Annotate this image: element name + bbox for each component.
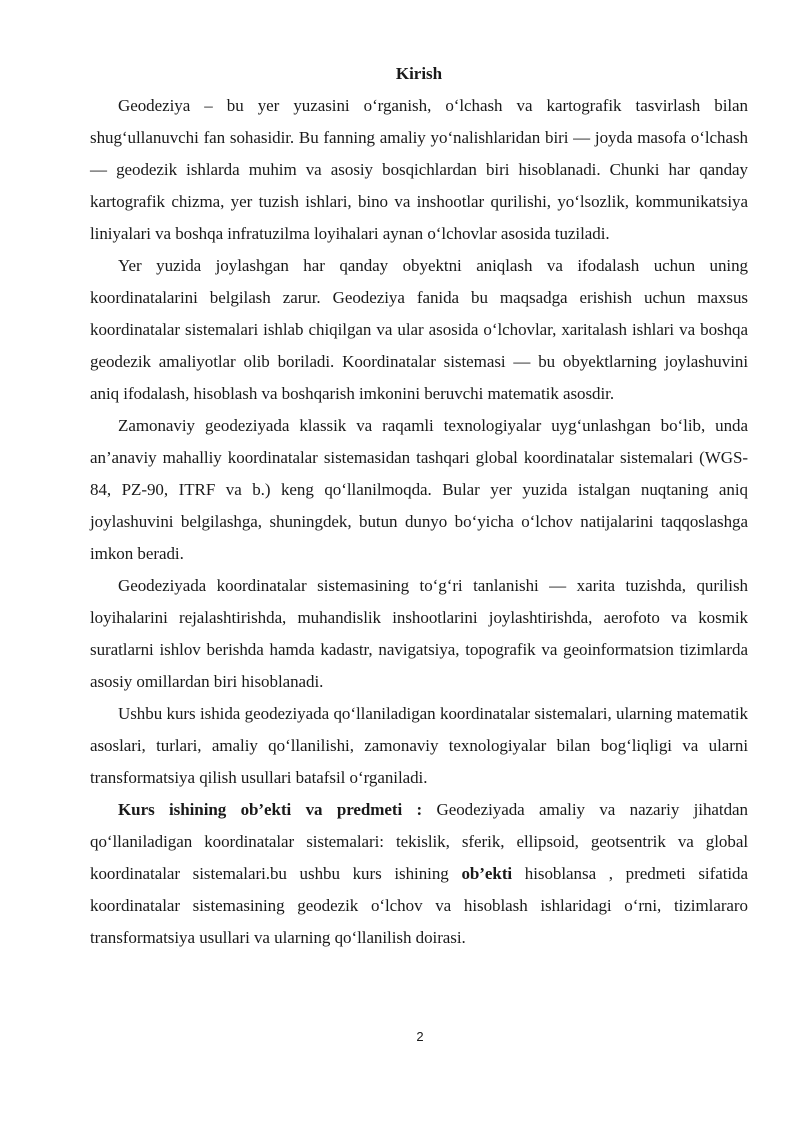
paragraph-coordinates: Yer yuzida joylashgan har qanday obyektni aniqlash va ifodalash uchun uning koordinatalarini belgilash zarur. Geodeziya fanida bu maqsadga erishish uchun maxsus koordinatalar sistemalari ishlab chiqilgan va ular asosida o‘lchovlar, xaritalash ishlari va boshqa geodezik amaliyotlar olib boriladi. Koordinatalar sistemasi — bu obyektlarning joylashuvini aniq ifodalash, hisoblash va boshqarish imkonini beruvchi matematik asosdir. (90, 256, 748, 403)
page-title: Kirish (395, 64, 443, 83)
paragraph-modern-geodesy: Zamonaviy geodeziyada klassik va raqamli texnologiyalar uyg‘unlashgan bo‘lib, unda an’anaviy mahalliy koordinatalar sistemasidan tashqari global koordinatalar sistemalari (WGS-84, PZ-90, ITRF va b.) keng qo‘llanilmoqda. Bular yer yuzida istalgan nuqtaning aniq joylashuvini belgilashga, shuningdek, butun dunyo bo‘yicha o‘lchov natijalarini taqqoslashga imkon beradi. (90, 416, 748, 563)
paragraph-object-subject (90, 794, 748, 954)
object-subject-heading: Kurs ishining ob’ekti va predmeti : (118, 800, 423, 819)
paragraph-course-scope: Ushbu kurs ishida geodeziyada qo‘llaniladigan koordinatalar sistemalari, ularning matematik asoslari, turlari, amaliy qo‘llanilishi, zamonaviy texnologiyalar bilan bog‘liqligi va ularni transformatsiya qilish usullari batafsil o‘rganiladi. (90, 704, 748, 787)
object-term: ob’ekti (461, 864, 513, 883)
page-number: 2 (416, 1029, 424, 1044)
object-subject-text-2: hisoblansa , predmeti sifatida koordinatalar sistemasining geodezik o‘lchov va hisoblash ishlaridagi o‘rni, tizimlararo transformatsiya usullari va ularning qo‘llanilish doirasi. (90, 864, 748, 947)
paragraph-intro-geodesy: Geodeziya – bu yer yuzasini o‘rganish, o‘lchash va kartografik tasvirlash bilan shug‘ullanuvchi fan sohasidir. Bu fanning amaliy yo‘nalishlaridan biri — joyda masofa o‘lchash — geodezik ishlarda muhim va asosiy bosqichlardan biri hisoblanadi. Chunki har qanday kartografik chizma, yer tuzish ishlari, bino va inshootlar qurilishi, yo‘lsozlik, kommunikatsiya liniyalari va boshqa infratuzilma loyihalari aynan o‘lchovlar asosida tuziladi. (90, 96, 748, 243)
document-page (90, 64, 748, 954)
object-subject-text-1: Geodeziyada amaliy va nazariy jihatdan qo‘llaniladigan koordinatalar sistemalari: tekislik, sferik, ellipsoid, geotsentrik va global koordinatalar sistemalari.bu ushbu kurs ishining (90, 800, 748, 883)
paragraph-system-selection: Geodeziyada koordinatalar sistemasining to‘g‘ri tanlanishi — xarita tuzishda, qurilish loyihalarini rejalashtirishda, muhandislik inshootlarini joylashtirishda, aerofoto va kosmik suratlarni ishlov berishda hamda kadastr, navigatsiya, topografik va geoinformatsion tizimlarda asosiy omillardan biri hisoblanadi. (90, 576, 748, 691)
